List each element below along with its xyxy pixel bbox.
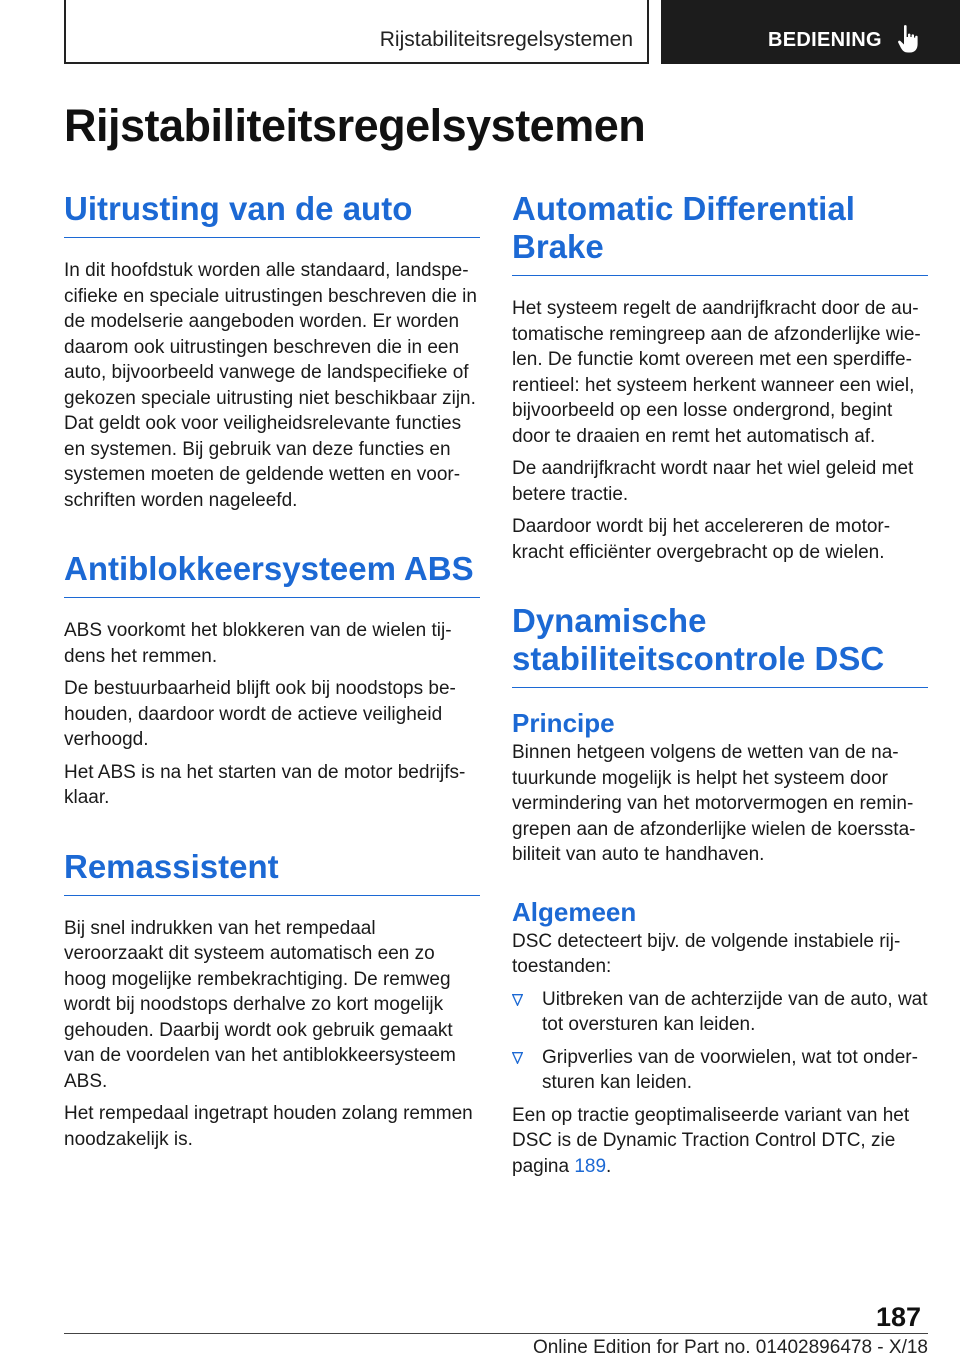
paragraph: Het ABS is na het starten van de motor bedrijfsklaar. [64,761,466,808]
triangle-bullet-icon [512,1052,523,1064]
paragraph: Binnen hetgeen volgens de wetten van de natuurkunde mogelijk is helpt het systeem door vermindering van het motorvermogen en remingrepen aan de afzonderlijke wielen de koersstabiliteit van auto te handhaven. [512,742,916,865]
footer-divider [64,1333,928,1334]
paragraph: De bestuurbaarheid blijft ook bij noodstops behouden, daardoor wordt de actieve veiligheid verhoogd. [64,678,456,750]
subheading-principe: Principe [512,708,615,738]
paragraph: Bij snel indrukken van het rempedaal veroorzaakt dit systeem automatisch een zo hoog mogelijke rembekrachtiging. De remweg wordt bij noodstops derhalve zo kort mogelijk gehouden. Daarbij wordt ook gebruik gemaakt van de voordelen van het antiblokkeersysteem ABS. [64,917,456,1092]
paragraph-dtc [512,1103,928,1180]
page-title: Rijstabiliteitsregelsystemen [64,100,646,151]
header-section-title: Rijstabiliteitsregelsystemen [379,28,633,51]
section-heading-adb: Automatic Differential Brake [512,190,928,276]
page-number: 187 [876,1302,922,1332]
header-section-box [64,0,649,64]
dtc-text-end: . [606,1155,612,1177]
list-item [512,1045,928,1096]
paragraph: DSC detecteert bijv. de volgende instabiele rijtoestanden: [512,930,901,977]
section-heading-abs: Antiblokkeersysteem ABS [64,550,480,598]
left-column [64,190,480,1159]
header-chapter-tab[interactable] [661,0,960,64]
paragraph: Daardoor wordt bij het accelereren de motorkracht efficiënter overgebracht op de wielen. [512,516,891,563]
section-heading-uitrusting: Uitrusting van de auto [64,190,480,238]
paragraph: Het systeem regelt de aandrijfkracht door de automatische remingreep aan de afzonderlijke wielen. De functie komt overeen met een sperdifferentieel: het systeem herkent wanneer een wiel, bijvoorbeeld op een losse ondergrond, begint door te draaien en remt het automatisch af. [512,298,921,447]
right-column [512,190,928,1186]
section-heading-dsc: Dynamische stabiliteitscontrole DSC [512,602,928,688]
bullet-list [512,987,928,1096]
paragraph: De aandrijfkracht wordt naar het wiel geleid met betere tractie. [512,458,914,505]
list-item-text: Uitbreken van de achterzijde van de auto, wat tot oversturen kan leiden. [542,988,928,1035]
page-ref-link[interactable]: 189 [574,1155,607,1177]
triangle-bullet-icon [512,994,523,1006]
hand-pointer-icon [897,24,921,54]
footer-edition: Online Edition for Part no. 01402896478 - X/18 [532,1337,928,1358]
paragraph: ABS voorkomt het blokkeren van de wielen tijdens het remmen. [64,620,452,667]
list-item [512,987,928,1038]
subheading-algemeen: Algemeen [512,896,637,927]
section-heading-remassistent: Remassistent [64,848,480,896]
list-item-text: Gripverlies van de voorwielen, wat tot ondersturen kan leiden. [542,1046,918,1093]
header-chapter-label: BEDIENING [768,29,882,51]
paragraph: Het rempedaal ingetrapt houden zolang remmen noodzakelijk is. [64,1103,473,1150]
paragraph: In dit hoofdstuk worden alle standaard, landspecifieke en speciale uitrustingen beschreven die in de modelserie aangeboden worden. Er worden daarom ook uitrustingen beschreven die in een auto, bijvoorbeeld vanwege de landspecifieke of gekozen speciale uitrusting niet beschikbaar zijn. Dat geldt ook voor veiligheidsrelevante functies en systemen. Bij gebruik van deze functies en systemen moeten de geldende wetten en voorschriften worden nageleefd. [64,260,477,511]
dtc-text: Een op tractie geoptimaliseerde variant van het DSC is de Dynamic Traction Control DTC, zie pagina [512,1104,910,1177]
